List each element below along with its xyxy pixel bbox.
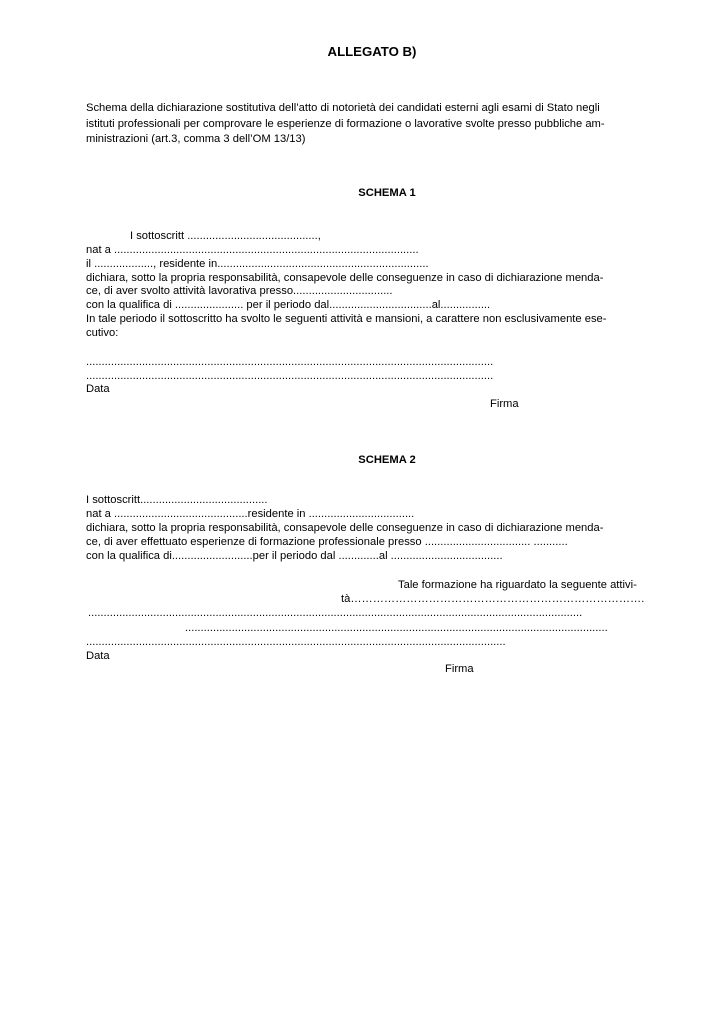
schema-1-data-label: Data xyxy=(86,383,110,395)
schema-2-signer-line: I sottoscritt......................................... xyxy=(86,494,268,506)
schema-1-birth-line: nat a .................................................................................................. xyxy=(86,244,419,256)
schema-1-firma-label: Firma xyxy=(490,398,519,410)
schema-2-heading: SCHEMA 2 xyxy=(358,454,416,466)
schema-2-firma-label: Firma xyxy=(445,663,474,675)
intro-line-2: istituti professionali per comprovare le esperienze di formazione o lavorative svolte presso pubbliche am- xyxy=(86,118,605,130)
schema-1-activities-line-2: cutivo: xyxy=(86,327,119,339)
schema-2-data-label: Data xyxy=(86,650,110,662)
schema-2-declaration-line-1: dichiara, sotto la propria responsabilità, consapevole delle conseguenze in caso di dichiarazione menda- xyxy=(86,522,604,534)
intro-line-3: ministrazioni (art.3, comma 3 dell’OM 13/13) xyxy=(86,133,306,145)
schema-2-dotted-line-2: ........................................................................................................................................ xyxy=(185,622,608,634)
page-title: ALLEGATO B) xyxy=(327,44,417,59)
schema-2-training-line-1: Tale formazione ha riguardato la seguente attivi- xyxy=(398,579,637,591)
schema-2-dotted-line-3: ....................................................................................................................................... xyxy=(86,636,506,648)
schema-1-signer-line: I sottoscritt .........................................., xyxy=(130,230,321,242)
schema-1-declaration-line-1: dichiara, sotto la propria responsabilità, consapevole delle conseguenze in caso di dichiarazione menda- xyxy=(86,272,604,284)
schema-1-heading: SCHEMA 1 xyxy=(358,187,416,199)
intro-line-1: Schema della dichiarazione sostitutiva dell’atto di notorietà dei candidati esterni agli esami di Stato negli xyxy=(86,102,600,114)
schema-1-dotted-line-1: ................................................................................................................................... xyxy=(86,356,494,368)
schema-1-residence-line: il ..................., residente in.................................................................... xyxy=(86,258,429,270)
schema-2-training-line-2: tà……………………………………………………………………. xyxy=(341,593,645,605)
schema-1-qualification-line: con la qualifica di ...................... per il periodo dal.................................al................ xyxy=(86,299,491,311)
schema-2-birth-line: nat a ...........................................residente in .................................. xyxy=(86,508,415,520)
schema-2-dotted-line-1: ............................................................................................................................................................... xyxy=(88,607,583,619)
schema-1-declaration-line-2: ce, di aver svolto attività lavorativa presso................................ xyxy=(86,285,393,297)
schema-2-declaration-line-2: ce, di aver effettuato esperienze di formazione professionale presso .................................. ........... xyxy=(86,536,568,548)
schema-2-qualification-line: con la qualifica di..........................per il periodo dal .............al .................................... xyxy=(86,550,503,562)
schema-1-activities-line-1: In tale periodo il sottoscritto ha svolto le seguenti attività e mansioni, a carattere non esclusivamente ese- xyxy=(86,313,607,325)
schema-1-dotted-line-2: ................................................................................................................................... xyxy=(86,370,494,382)
